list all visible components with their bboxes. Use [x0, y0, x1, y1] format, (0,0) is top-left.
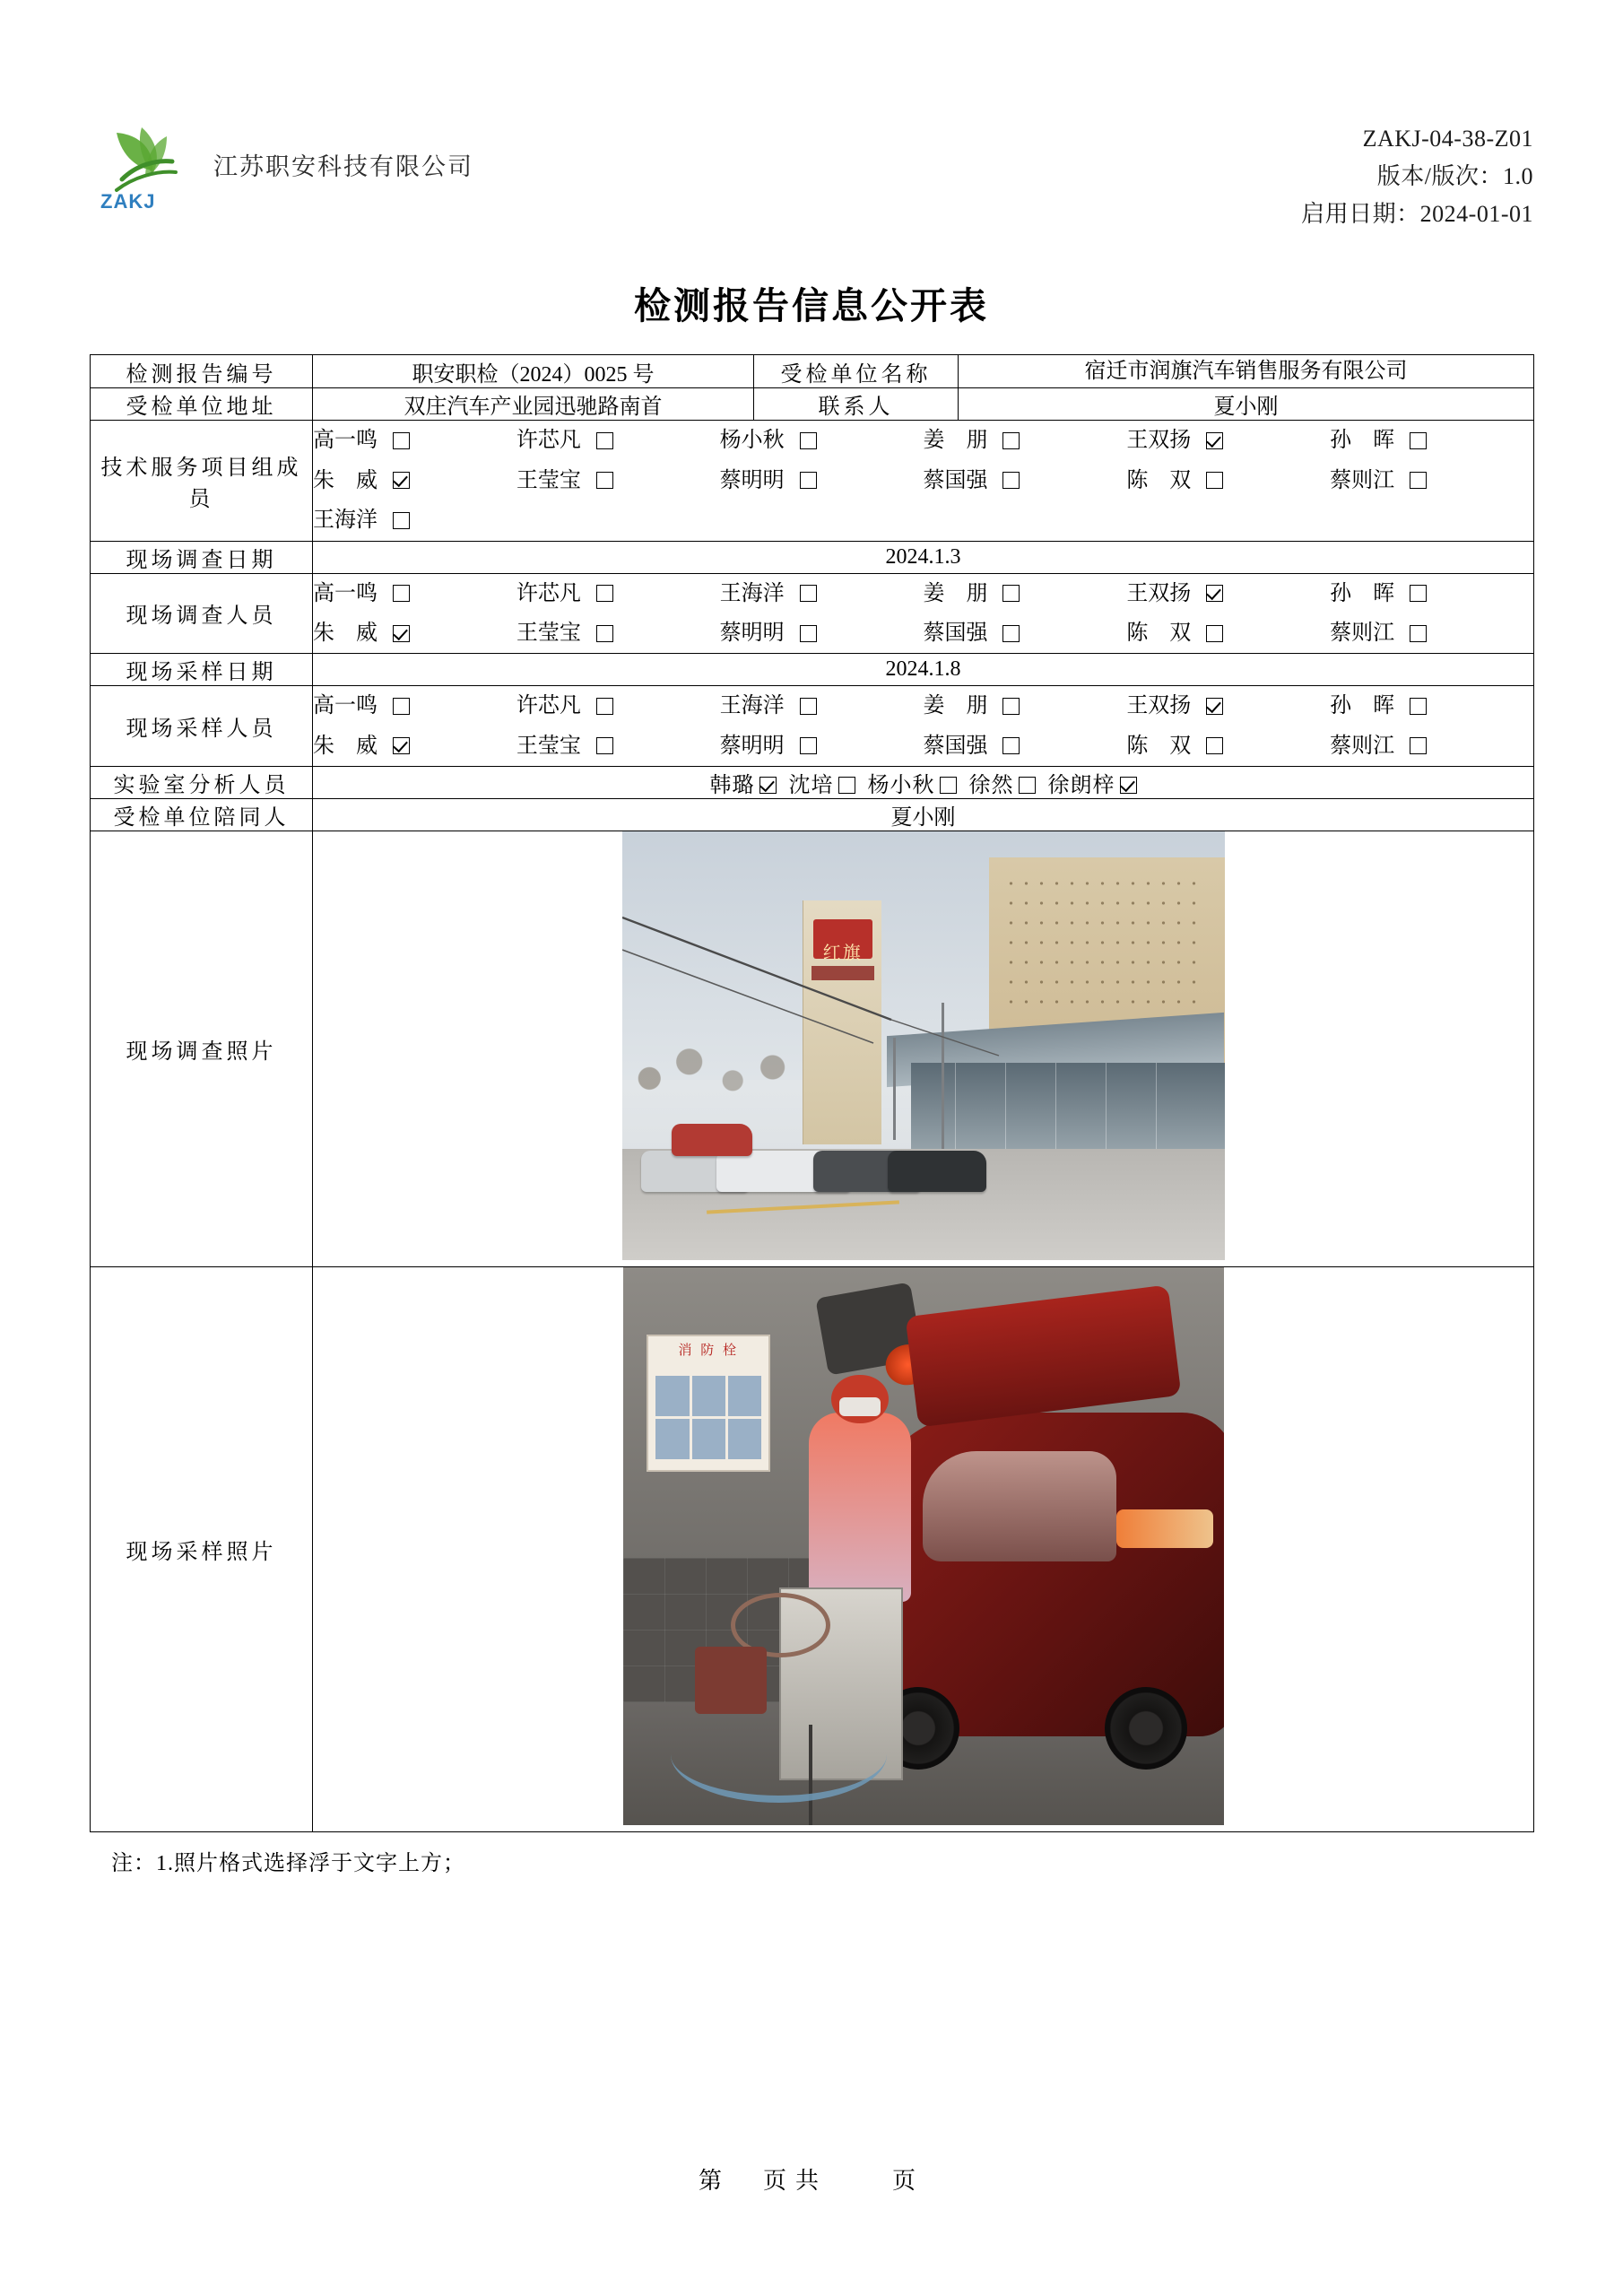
person-name: 蔡明明	[719, 468, 785, 492]
person-checkbox-item[interactable]	[516, 726, 720, 766]
person-name: 蔡则江	[1330, 468, 1395, 492]
person-name: 蔡则江	[1330, 621, 1395, 645]
checkbox-checked-icon[interactable]	[759, 777, 777, 794]
label-contact: 联系人	[754, 388, 959, 421]
checkbox-icon[interactable]	[596, 698, 613, 715]
person-name: 高一鸣	[313, 581, 378, 605]
person-name: 蔡明明	[719, 734, 785, 758]
worker	[809, 1413, 911, 1602]
person-checkbox-item[interactable]	[923, 686, 1126, 726]
checkbox-icon[interactable]	[596, 585, 613, 602]
person-name: 蔡明明	[719, 621, 785, 645]
checkbox-icon[interactable]	[800, 432, 817, 449]
checkbox-icon[interactable]	[1206, 472, 1223, 489]
checkbox-checked-icon[interactable]	[1206, 698, 1223, 715]
checkbox-icon[interactable]	[800, 737, 817, 754]
sampling-photo	[623, 1267, 1224, 1825]
survey-photo-image	[622, 831, 1225, 1260]
doc-effective-date: 启用日期：2024-01-01	[1301, 201, 1533, 228]
person-checkbox-item[interactable]	[923, 613, 1126, 653]
table-row-address	[91, 388, 1534, 421]
table-row-sampling-date	[91, 654, 1534, 686]
checkbox-checked-icon[interactable]	[393, 625, 410, 642]
table-row-sampling-photo	[91, 1267, 1534, 1832]
checkbox-checked-icon[interactable]	[393, 737, 410, 754]
doc-version: 版本/版次：1.0	[1376, 163, 1533, 190]
person-name: 王双扬	[1126, 581, 1192, 605]
value-escort: 夏小刚	[313, 799, 1534, 831]
person-name: 徐然	[968, 774, 1014, 798]
person-checkbox-item[interactable]	[720, 574, 924, 613]
survey-staff-checklist[interactable]	[313, 573, 1534, 654]
label-survey-photo: 现场调查照片	[91, 831, 313, 1267]
person-name: 蔡则江	[1330, 734, 1395, 758]
person-checkbox-item[interactable]	[720, 686, 924, 726]
sampling-staff-row	[313, 726, 1533, 766]
vehicle-light-reflection	[1116, 1509, 1213, 1548]
person-name: 朱 威	[313, 734, 378, 758]
parked-cars	[634, 1115, 1008, 1192]
checkbox-icon[interactable]	[393, 432, 410, 449]
sampling-staff-row	[313, 686, 1533, 726]
checkbox-icon[interactable]	[1206, 737, 1223, 754]
checkbox-icon[interactable]	[838, 777, 855, 794]
person-checkbox-item[interactable]	[923, 574, 1126, 613]
table-row-survey-date	[91, 541, 1534, 573]
person-name: 王海洋	[719, 581, 785, 605]
person-name: 许芯凡	[516, 581, 581, 605]
person-name: 孙 晖	[1330, 694, 1395, 718]
info-table	[90, 354, 1534, 1832]
poster-title: 消 防 栓	[678, 1343, 740, 1358]
person-name: 王莹宝	[516, 468, 581, 492]
sampling-hose	[671, 1707, 887, 1804]
person-checkbox-item[interactable]	[1048, 774, 1137, 797]
checkbox-checked-icon[interactable]	[1120, 777, 1137, 794]
person-checkbox-item[interactable]	[313, 686, 516, 726]
checkbox-icon[interactable]	[1002, 432, 1020, 449]
person-checkbox-item[interactable]	[969, 774, 1036, 797]
company-name: 江苏职安科技有限公司	[213, 152, 473, 180]
sampling-staff-checklist[interactable]	[313, 686, 1534, 767]
label-survey-date: 现场调查日期	[91, 541, 313, 573]
person-name: 陈 双	[1126, 734, 1192, 758]
person-checkbox-item[interactable]	[1126, 726, 1330, 766]
checkbox-icon[interactable]	[1410, 585, 1427, 602]
label-survey-staff: 现场调查人员	[91, 573, 313, 654]
person-name: 杨小秋	[867, 774, 935, 798]
person-checkbox-item[interactable]	[313, 613, 516, 653]
person-name: 陈 双	[1126, 468, 1192, 492]
person-checkbox-item[interactable]	[313, 726, 516, 766]
fire-hydrant-poster	[647, 1335, 770, 1472]
person-checkbox-item[interactable]	[313, 500, 1533, 540]
survey-staff-row	[313, 574, 1533, 613]
person-name: 王莹宝	[516, 621, 581, 645]
person-checkbox-item[interactable]	[1126, 574, 1330, 613]
vehicle-window	[923, 1451, 1116, 1561]
person-checkbox-item[interactable]	[313, 461, 516, 500]
checkbox-icon[interactable]	[1206, 625, 1223, 642]
checkbox-icon[interactable]	[940, 777, 957, 794]
checkbox-icon[interactable]	[1002, 737, 1020, 754]
label-team: 技术服务项目组成员	[91, 421, 313, 541]
label-lab-staff: 实验室分析人员	[91, 767, 313, 799]
person-name: 韩璐	[709, 774, 755, 798]
paint-drum	[695, 1647, 767, 1714]
person-checkbox-item[interactable]	[516, 574, 720, 613]
table-row-survey-photo	[91, 831, 1534, 1267]
person-checkbox-item[interactable]	[1126, 613, 1330, 653]
person-name: 陈 双	[1126, 621, 1192, 645]
person-name: 王双扬	[1126, 429, 1192, 453]
checkbox-icon[interactable]	[1410, 625, 1427, 642]
person-name: 蔡国强	[923, 621, 988, 645]
person-checkbox-item[interactable]	[516, 613, 720, 653]
table-row-sampling-staff	[91, 686, 1534, 767]
car	[672, 1124, 752, 1156]
team-row	[313, 500, 1533, 540]
doc-code: ZAKJ-04-38-Z01	[1362, 126, 1533, 152]
team-member-checklist[interactable]	[313, 421, 1534, 541]
person-checkbox-item[interactable]	[516, 686, 720, 726]
vehicle-wheel	[1105, 1687, 1187, 1770]
checkbox-icon[interactable]	[393, 698, 410, 715]
checkbox-icon[interactable]	[596, 432, 613, 449]
person-name: 蔡国强	[923, 734, 988, 758]
checkbox-icon[interactable]	[1410, 432, 1427, 449]
person-checkbox-item[interactable]	[1330, 574, 1533, 613]
brand-block	[90, 115, 473, 213]
value-client: 宿迁市润旗汽车销售服务有限公司	[959, 355, 1534, 388]
checkbox-icon[interactable]	[1002, 585, 1020, 602]
person-name: 朱 威	[313, 468, 378, 492]
value-contact: 夏小刚	[959, 388, 1534, 421]
person-name: 徐朗梓	[1047, 774, 1115, 798]
person-checkbox-item[interactable]	[720, 421, 924, 460]
company-logo-icon	[90, 115, 197, 213]
person-checkbox-item[interactable]	[1126, 686, 1330, 726]
checkbox-icon[interactable]	[596, 472, 613, 489]
table-row-escort	[91, 799, 1534, 831]
table-row-survey-staff	[91, 573, 1534, 654]
checkbox-icon[interactable]	[800, 585, 817, 602]
survey-staff-row	[313, 613, 1533, 653]
checkbox-icon[interactable]	[1002, 625, 1020, 642]
person-name: 沈培	[788, 774, 834, 798]
person-name: 王海洋	[719, 694, 785, 718]
person-name: 王海洋	[313, 509, 378, 533]
person-checkbox-item[interactable]	[1126, 421, 1330, 460]
checkbox-icon[interactable]	[1002, 472, 1020, 489]
person-checkbox-item[interactable]	[1126, 461, 1330, 500]
person-name: 许芯凡	[516, 694, 581, 718]
person-checkbox-item[interactable]	[1330, 613, 1533, 653]
lab-staff-checklist[interactable]	[313, 767, 1534, 799]
label-sampling-staff: 现场采样人员	[91, 686, 313, 767]
team-row	[313, 421, 1533, 460]
checkbox-icon[interactable]	[393, 512, 410, 529]
checkbox-checked-icon[interactable]	[1206, 432, 1223, 449]
person-name: 姜 朋	[923, 429, 988, 453]
footer-note: 注：1.照片格式选择浮于文字上方；	[111, 1852, 465, 1876]
car	[888, 1151, 986, 1192]
person-name: 朱 威	[313, 621, 378, 645]
checkbox-icon[interactable]	[1410, 472, 1427, 489]
person-checkbox-item[interactable]	[923, 461, 1126, 500]
logo-text: ZAKJ	[100, 190, 156, 213]
person-name: 孙 晖	[1330, 581, 1395, 605]
table-row-report-no	[91, 355, 1534, 388]
person-checkbox-item[interactable]	[516, 421, 720, 460]
checkbox-icon[interactable]	[1410, 698, 1427, 715]
table-row-lab-staff	[91, 767, 1534, 799]
value-survey-date: 2024.1.3	[313, 541, 1534, 573]
person-checkbox-item[interactable]	[720, 613, 924, 653]
checkbox-icon[interactable]	[393, 585, 410, 602]
person-checkbox-item[interactable]	[1330, 726, 1533, 766]
person-checkbox-item[interactable]	[1330, 461, 1533, 500]
survey-photo-cell	[313, 831, 1534, 1267]
label-sampling-date: 现场采样日期	[91, 654, 313, 686]
sampling-photo-cell	[313, 1267, 1534, 1832]
document-header	[90, 0, 1533, 233]
checkbox-checked-icon[interactable]	[1206, 585, 1223, 602]
checkbox-icon[interactable]	[800, 472, 817, 489]
person-name: 姜 朋	[923, 694, 988, 718]
person-checkbox-item[interactable]	[1330, 421, 1533, 460]
checkbox-icon[interactable]	[1410, 737, 1427, 754]
value-address: 双庄汽车产业园迅驰路南首	[313, 388, 754, 421]
worker-mask	[839, 1397, 881, 1416]
sampling-photo-image	[623, 1267, 1224, 1825]
checkbox-checked-icon[interactable]	[393, 472, 410, 489]
page-title: 检测报告信息公开表	[634, 285, 989, 327]
label-sampling-photo: 现场采样照片	[91, 1267, 313, 1832]
person-checkbox-item[interactable]	[923, 421, 1126, 460]
person-checkbox-item[interactable]	[313, 574, 516, 613]
person-name: 孙 晖	[1330, 429, 1395, 453]
person-checkbox-item[interactable]	[789, 774, 855, 797]
label-address: 受检单位地址	[91, 388, 313, 421]
survey-photo	[622, 831, 1225, 1260]
person-checkbox-item[interactable]	[516, 461, 720, 500]
person-name: 王莹宝	[516, 734, 581, 758]
overhead-wires	[622, 831, 1225, 1260]
checkbox-icon[interactable]	[800, 698, 817, 715]
person-name: 杨小秋	[719, 429, 785, 453]
person-checkbox-item[interactable]	[710, 774, 777, 797]
person-checkbox-item[interactable]	[313, 421, 516, 460]
label-report-no: 检测报告编号	[91, 355, 313, 388]
person-name: 王双扬	[1126, 694, 1192, 718]
person-checkbox-item[interactable]	[720, 461, 924, 500]
team-row	[313, 461, 1533, 500]
person-name: 蔡国强	[923, 468, 988, 492]
label-client: 受检单位名称	[754, 355, 959, 388]
value-sampling-date: 2024.1.8	[313, 654, 1534, 686]
header-meta	[1301, 115, 1533, 233]
page-number: 第 页共 页	[698, 2168, 924, 2194]
checkbox-icon[interactable]	[596, 737, 613, 754]
person-name: 高一鸣	[313, 429, 378, 453]
person-name: 许芯凡	[516, 429, 581, 453]
person-name: 高一鸣	[313, 694, 378, 718]
table-row-team	[91, 421, 1534, 541]
person-checkbox-item[interactable]	[720, 726, 924, 766]
person-checkbox-item[interactable]	[1330, 686, 1533, 726]
checkbox-icon[interactable]	[800, 625, 817, 642]
value-report-no: 职安职检（2024）0025 号	[313, 355, 754, 388]
checkbox-icon[interactable]	[1019, 777, 1036, 794]
person-name: 姜 朋	[923, 581, 988, 605]
person-checkbox-item[interactable]	[868, 774, 957, 797]
label-escort: 受检单位陪同人	[91, 799, 313, 831]
checkbox-icon[interactable]	[596, 625, 613, 642]
person-checkbox-item[interactable]	[923, 726, 1126, 766]
checkbox-icon[interactable]	[1002, 698, 1020, 715]
poster-images	[655, 1376, 761, 1459]
